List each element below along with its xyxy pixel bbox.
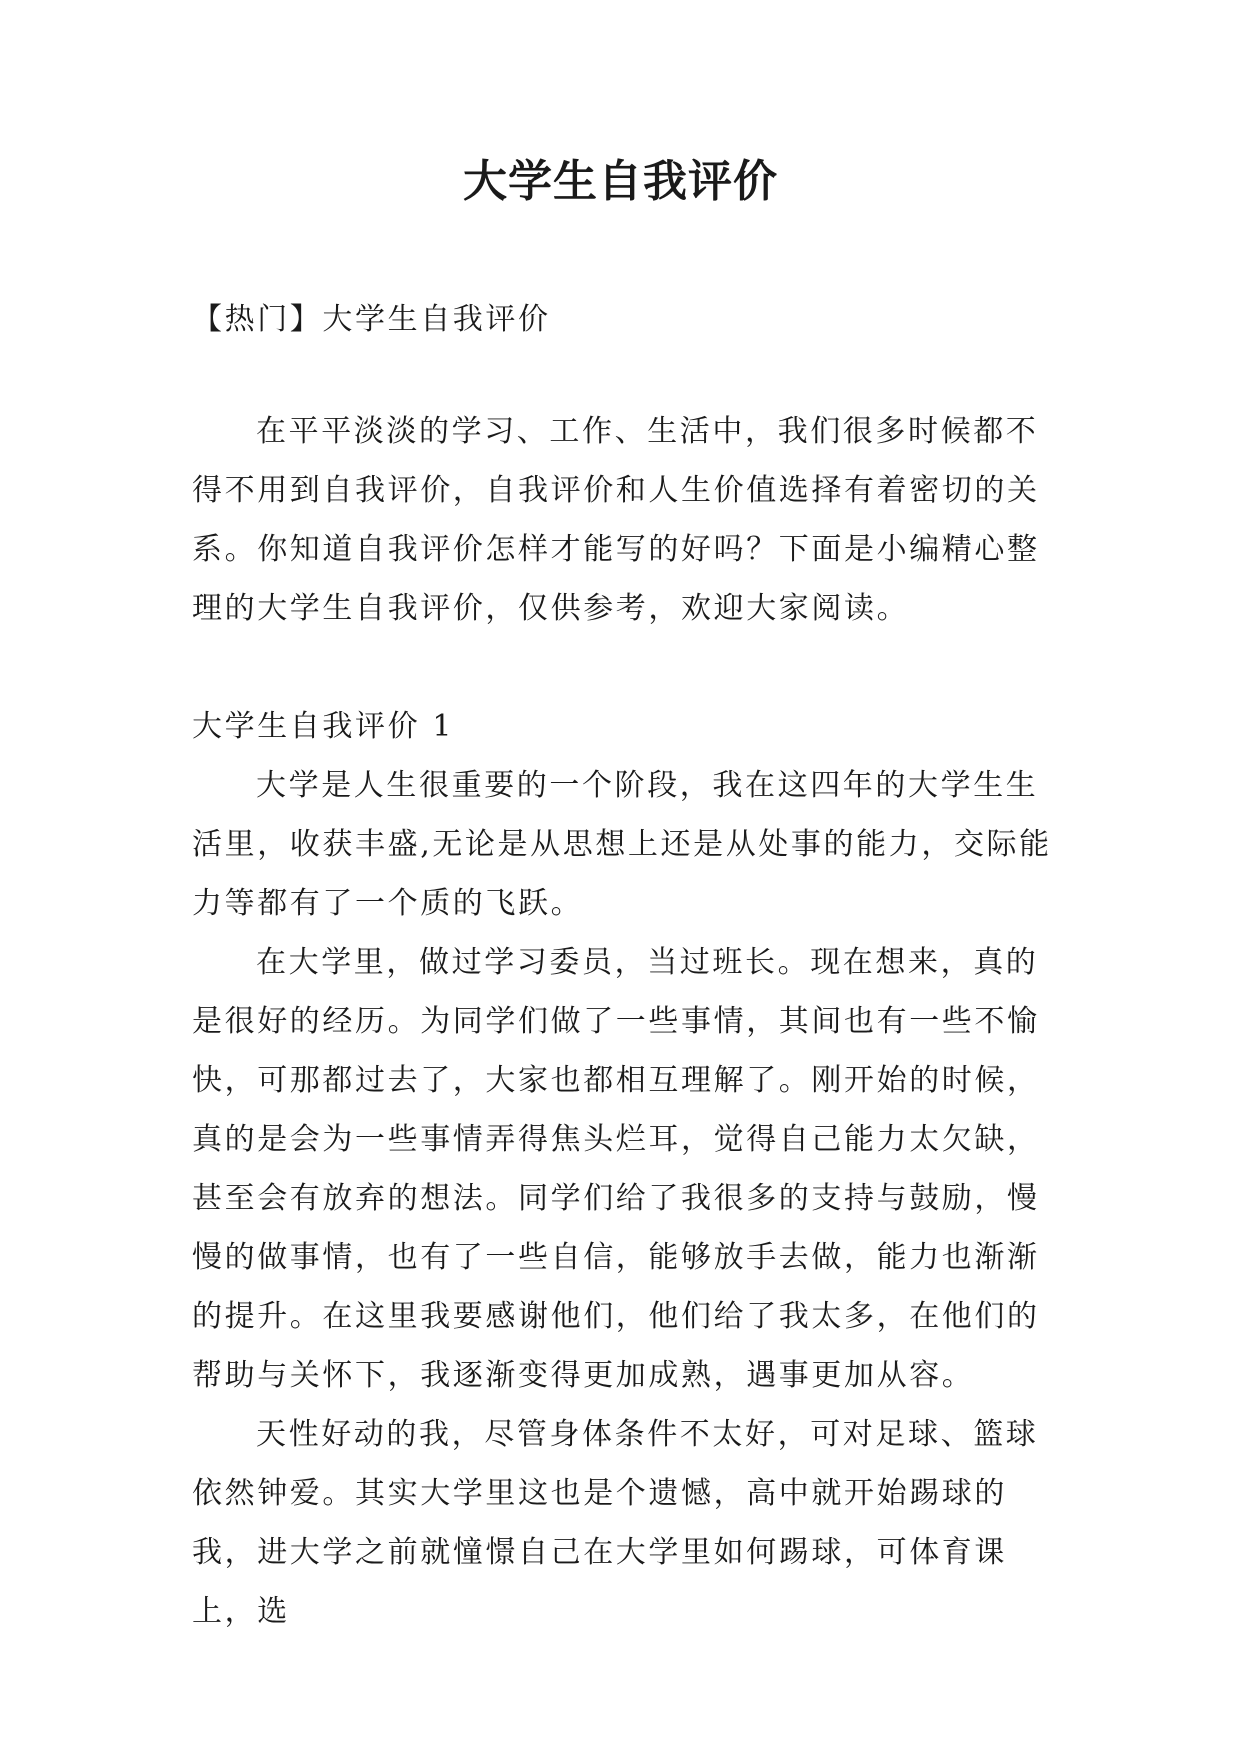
intro-paragraph: 在平平淡淡的学习、工作、生活中，我们很多时候都不得不用到自我评价，自我评价和人生价值选择有着密切的关系。你知道自我评价怎样才能写的好吗？下面是小编精心整理的大学生自我评价，仅供参考，欢迎大家阅读。 (192, 414, 1040, 626)
document-subtitle: 【热门】大学生自我评价 (192, 302, 551, 337)
body-paragraph-3: 天性好动的我，尽管身体条件不太好，可对足球、篮球依然钟爱。其实大学里这也是个遗憾，高中就开始踢球的我，进大学之前就憧憬自己在大学里如何踢球，可体育课上，选 (192, 1417, 1039, 1629)
section-heading: 大学生自我评价 1 (192, 709, 455, 744)
document-title: 大学生自我评价 (463, 156, 778, 207)
body-paragraph-1: 大学是人生很重要的一个阶段，我在这四年的大学生生活里，收获丰盛,无论是从思想上还是从处事的能力，交际能力等都有了一个质的飞跃。 (192, 768, 1052, 921)
section-body (192, 756, 1060, 1641)
body-paragraph-2: 在大学里，做过学习委员，当过班长。现在想来，真的是很好的经历。为同学们做了一些事情，其间也有一些不愉快，可那都过去了，大家也都相互理解了。刚开始的时候，真的是会为一些事情弄得焦头烂耳，觉得自己能力太欠缺，甚至会有放弃的想法。同学们给了我很多的支持与鼓励，慢慢的做事情，也有了一些自信，能够放手去做，能力也渐渐的提升。在这里我要感谢他们，他们给了我太多，在他们的帮助与关怀下，我逐渐变得更加成熟，遇事更加从容。 (192, 945, 1040, 1393)
